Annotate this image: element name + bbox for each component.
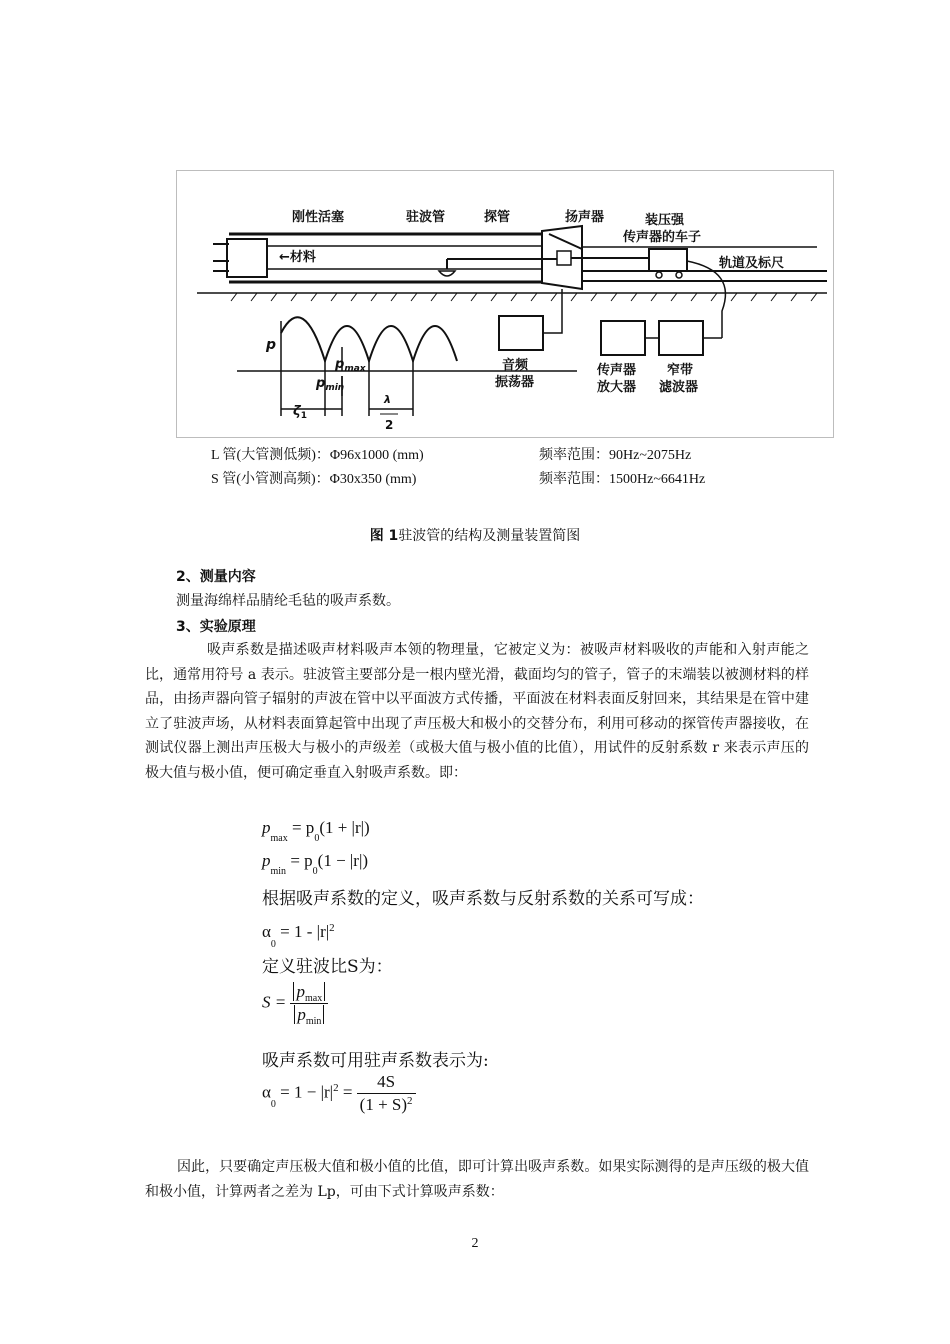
label-cart-line2: 传声器的车子 [623, 230, 702, 245]
figure-caption [0, 525, 950, 545]
label-amplifier-line1: 传声器 [597, 363, 637, 378]
section3-paragraph2: 因此，只要确定声压极大值和极小值的比值，即可计算出吸声系数。如果实际测得的是声压级的极大值和极小值，计算两者之差为 Lp，可由下式计算吸声系数： [145, 1159, 809, 1200]
label-zeta: $\zeta_1$ [293, 404, 307, 421]
spec-l-range: 频率范围：90Hz~2075Hz [539, 448, 692, 463]
figure-frame [176, 170, 834, 438]
section3-paragraph1: 吸声系数是描述吸声材料吸声本领的物理量，它被定义为：被吸声材料吸收的声能和入射声能之比，通常用符号 a 表示。驻波管主要部分是一根内壁光滑，截面均匀的管子，管子的末端装以被测材料的样品，由扬声器向管子辐射的声波在管中以平面波方式传播，平面波在材料表面反射回来，其结果是在管中建立了驻波声场，从材料表面算起管中出现了声压极大和极小的交替分布，利用可移动的探管传声器接收，在测试仪器上测出声压极大与极小的声级差（或极大值与极小值的比值），用试件的反射系数 r 来表示声压的极大值与极小值，便可确定垂直入射吸声系数。即： [145, 642, 809, 781]
standing-wave-tube-diagram [177, 171, 833, 437]
equation-alpha1: $\alpha_0 = 1 - |r|^2$ [262, 922, 335, 950]
label-track: 轨道及标尺 [719, 256, 785, 271]
section3-heading: 3、实验原理 [176, 619, 256, 635]
spec-s-tube: S 管(小管测高频)：Φ30x350 (mm) [211, 472, 417, 487]
label-filter-line1: 窄带 [667, 363, 694, 378]
spec-s-range: 频率范围：1500Hz~6641Hz [539, 472, 706, 487]
equation-pmax: $p_{max} = p_0(1 + |r|)$ [262, 818, 370, 844]
label-pmax: $p_{max}$ [335, 357, 366, 374]
label-speaker: 扬声器 [565, 210, 605, 225]
section2-heading: 2、测量内容 [176, 569, 256, 585]
caption-text: 驻波管的结构及测量装置简图 [398, 528, 581, 544]
label-p: p [266, 337, 277, 353]
section2-text: 测量海绵样品腈纶毛毡的吸声系数。 [176, 593, 400, 609]
label-filter-line2: 滤波器 [659, 380, 699, 395]
label-amplifier-line2: 放大器 [597, 380, 637, 395]
label-pmin: $p_{min}$ [316, 376, 345, 393]
text-define-s: 定义驻波比S为： [262, 957, 393, 977]
label-cart-line1: 装压强 [645, 213, 685, 228]
equation-s: S = $\frac{p_{max}}{p_{min}}$ [262, 982, 328, 1025]
page-number: 2 [471, 1236, 479, 1251]
wave-curve [281, 317, 457, 361]
label-two: 2 [385, 418, 394, 432]
label-oscillator-line1: 音频 [502, 358, 529, 373]
caption-label: 图 1 [369, 528, 399, 544]
amplifier-box [601, 321, 645, 355]
label-material: ←材料 [279, 250, 316, 265]
equation-pmin: $p_{min} = p_0(1 - |r|)$ [262, 851, 369, 877]
label-piston: 刚性活塞 [292, 210, 345, 225]
label-lambda: λ [384, 393, 391, 406]
oscillator-box [499, 316, 543, 350]
equation-alpha2: $\alpha_0 = 1 - |r|^2$ = $\frac{4S}{(1 + S)^2}$ [262, 1072, 416, 1115]
filter-box [659, 321, 703, 355]
spec-l-tube: L 管(大管测低频)：Φ96x1000 (mm) [211, 448, 424, 463]
label-oscillator-line2: 振荡器 [495, 375, 535, 390]
label-probe: 探管 [484, 210, 511, 225]
text-alpha-by-s: 吸声系数可用驻声系数表示为: [262, 1051, 489, 1071]
text-relation: 根据吸声系数的定义，吸声系数与反射系数的关系可写成： [262, 889, 704, 909]
label-tube: 驻波管 [406, 210, 446, 225]
